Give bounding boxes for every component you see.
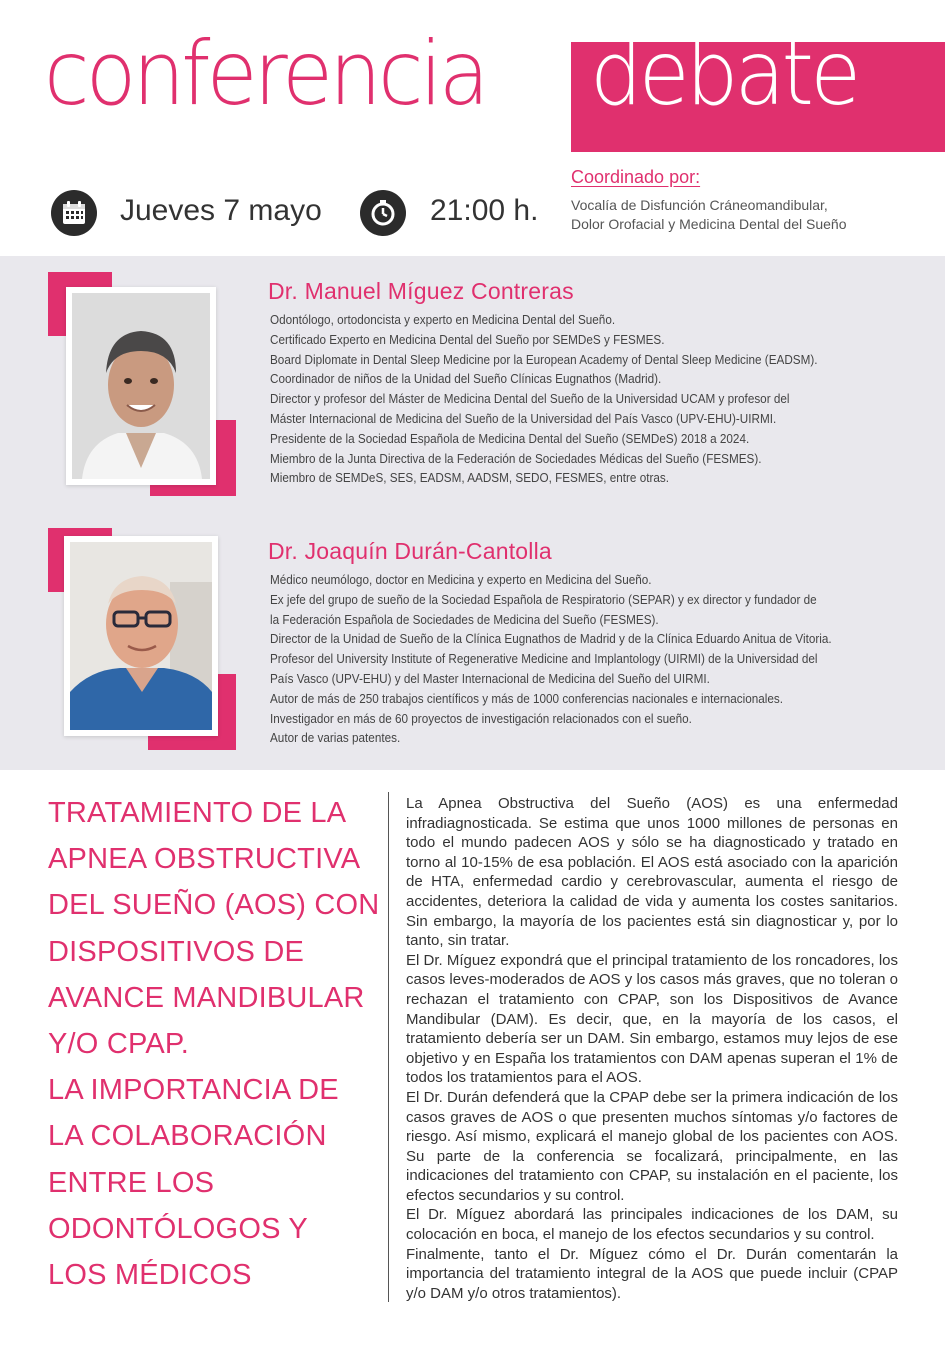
speaker-bio (270, 571, 910, 749)
topic-line: Y/O CPAP. (48, 1028, 189, 1061)
bio-line: Odontólogo, ortodoncista y experto en Medicina Dental del Sueño. (270, 313, 616, 327)
bio-line: Ex jefe del grupo de sueño de la Sociedad Española de Respiratorio (SEPAR) y ex director y fundador de (270, 592, 817, 607)
speaker-photo-frame (64, 536, 218, 736)
coordinator-line: Vocalía de Disfunción Cráneomandibular, (571, 197, 828, 213)
speaker-name: Dr. Joaquín Durán-Cantolla (268, 538, 552, 564)
bio-line: Miembro de SEMDeS, SES, EADSM, AADSM, SEDO, FESMES, entre otras. (270, 471, 669, 486)
bio-line: la Federación Española de Sociedades de Medicina del Sueño (FESMES). (270, 612, 659, 627)
bio-line: Miembro de la Junta Directiva de la Federación de Sociedades Médicas del Sueño (FESMES). (270, 451, 762, 466)
speaker-bio (270, 311, 910, 489)
bio-line: Autor de más de 250 trabajos científicos y más de 1000 conferencias nacionales e internacionales. (270, 691, 784, 706)
topic-line: APNEA OBSTRUCTIVA (48, 843, 361, 876)
bio-line: Máster Internacional de Medicina del Sueño de la Universidad del País Vasco (UPV-EHU)-UIRMI. (270, 411, 777, 426)
bio-line: País Vasco (UPV-EHU) y del Master Internacional de Medicina del Sueño del UIRMI. (270, 671, 710, 686)
topic-line: DISPOSITIVOS DE (48, 935, 304, 968)
topic-line: DEL SUEÑO (AOS) CON (48, 889, 380, 922)
bio-line: Profesor del University Institute of Regenerative Medicine and Implantology (UIRMI) de la Universidad del (270, 652, 818, 667)
speakers-panel (0, 256, 945, 770)
event-time: 21:00 h. (430, 194, 539, 227)
coordinated-by-label: Coordinado por: (571, 167, 701, 187)
bio-line: Board Diplomate in Dental Sleep Medicine por la European Academy of Dental Sleep Medicine (EADSM). (270, 352, 818, 367)
description-paragraph: La Apnea Obstructiva del Sueño (AOS) es una enfermedad infradiagnosticada. Se estima que unos 1000 millones de personas en todo el mundo padecen AOS y sólo se ha diagnosticado y tratado en torno al 10-15% de esa población. El AOS está asociado con la aparición de HTA, enfermedad cardio y cerebrovascular, aumenta el riesgo de accidentes, deteriora la calidad de vida y aumenta los costes sanitarios. Sin embargo, la mayoría de los pacientes está sin diagnosticar y, por lo tanto, sin tratar. (406, 795, 898, 950)
bio-line: Presidente de la Sociedad Española de Medicina Dental del Sueño (SEMDeS) 2018 a 2024. (270, 431, 750, 446)
description-paragraph: El Dr. Míguez abordará las principales indicaciones de los DAM, su colocación en boca, el manejo de los efectos secundarios y su control. (406, 1206, 898, 1244)
title-main: conferencia (44, 22, 486, 125)
topic-line: LA IMPORTANCIA DE (48, 1074, 339, 1107)
description-paragraph: Finalmente, tanto el Dr. Míguez cómo el Dr. Durán comentarán la importancia del tratamiento integral de la AOS que puede incluir (CPAP y/o DAM y/o otros tratamientos). (406, 1245, 898, 1302)
bio-line: Investigador en más de 60 proyectos de investigación relacionados con el sueño. (270, 711, 692, 726)
event-info (0, 190, 560, 238)
coordinator-line: Dolor Orofacial y Medicina Dental del Sueño (571, 216, 847, 232)
bio-line: Director y profesor del Máster de Medicina Dental del Sueño de la Universidad UCAM y profesor del (270, 392, 790, 407)
bio-line: Certificado Experto en Medicina Dental del Sueño por SEMDeS y FESMES. (270, 332, 665, 347)
speaker-photo (70, 542, 212, 730)
description-paragraph: El Dr. Míguez expondrá que el principal tratamiento de los roncadores, los casos leves-moderados de AOS y los casos más graves, que no toleran o rechazan el tratamiento con CPAP, son los Dispositivos de Avance Mandibular (DAM). Es decir, que, en la mayoría de los casos, el tratamiento debería ser un DAM. Sin embargo, estamos muy lejos de ese objetivo y en España los tratamientos con DAM apenas superan el 1% de todos los tratamientos para el AOS. (406, 951, 898, 1087)
bio-line: Autor de varias patentes. (270, 731, 401, 746)
topic-line: LOS MÉDICOS (48, 1259, 252, 1292)
description-paragraph: El Dr. Durán defenderá que la CPAP debe ser la primera indicación de los casos graves de AOS o que presenten muchos síntomas y/o factores de riesgo. Así mismo, explicará el manejo global de los pacientes con AOS. Su parte de la conferencia se focalizará, principalmente, en las indicaciones del tratamiento con CPAP, su instalación en el paciente, los efectos secundarios y su control. (406, 1088, 898, 1204)
bio-line: Coordinador de niños de la Unidad del Sueño Clínicas Eugnathos (Madrid). (270, 372, 662, 387)
speaker-photo-frame (66, 287, 216, 485)
topic-line: TRATAMIENTO DE LA (48, 797, 347, 829)
vertical-divider (388, 792, 389, 1302)
event-date: Jueves 7 mayo (120, 194, 322, 227)
topic-line: ENTRE LOS (48, 1166, 215, 1199)
calendar-icon (51, 190, 97, 236)
speaker-name: Dr. Manuel Míguez Contreras (268, 278, 574, 304)
title-highlight: debate (590, 22, 858, 125)
topic-line: ODONTÓLOGOS Y (48, 1212, 308, 1245)
topic-line: LA COLABORACIÓN (48, 1120, 327, 1153)
conference-topic (48, 790, 378, 1298)
topic-line: AVANCE MANDIBULAR (48, 981, 365, 1014)
speaker-photo (72, 293, 210, 479)
bio-line: Médico neumólogo, doctor en Medicina y experto en Medicina del Sueño. (270, 573, 652, 587)
clock-icon (360, 190, 406, 236)
bio-line: Director de la Unidad de Sueño de la Clínica Eugnathos de Madrid y de la Clínica Eduardo Anitua de Vitoria. (270, 632, 832, 647)
conference-description (406, 794, 898, 1303)
